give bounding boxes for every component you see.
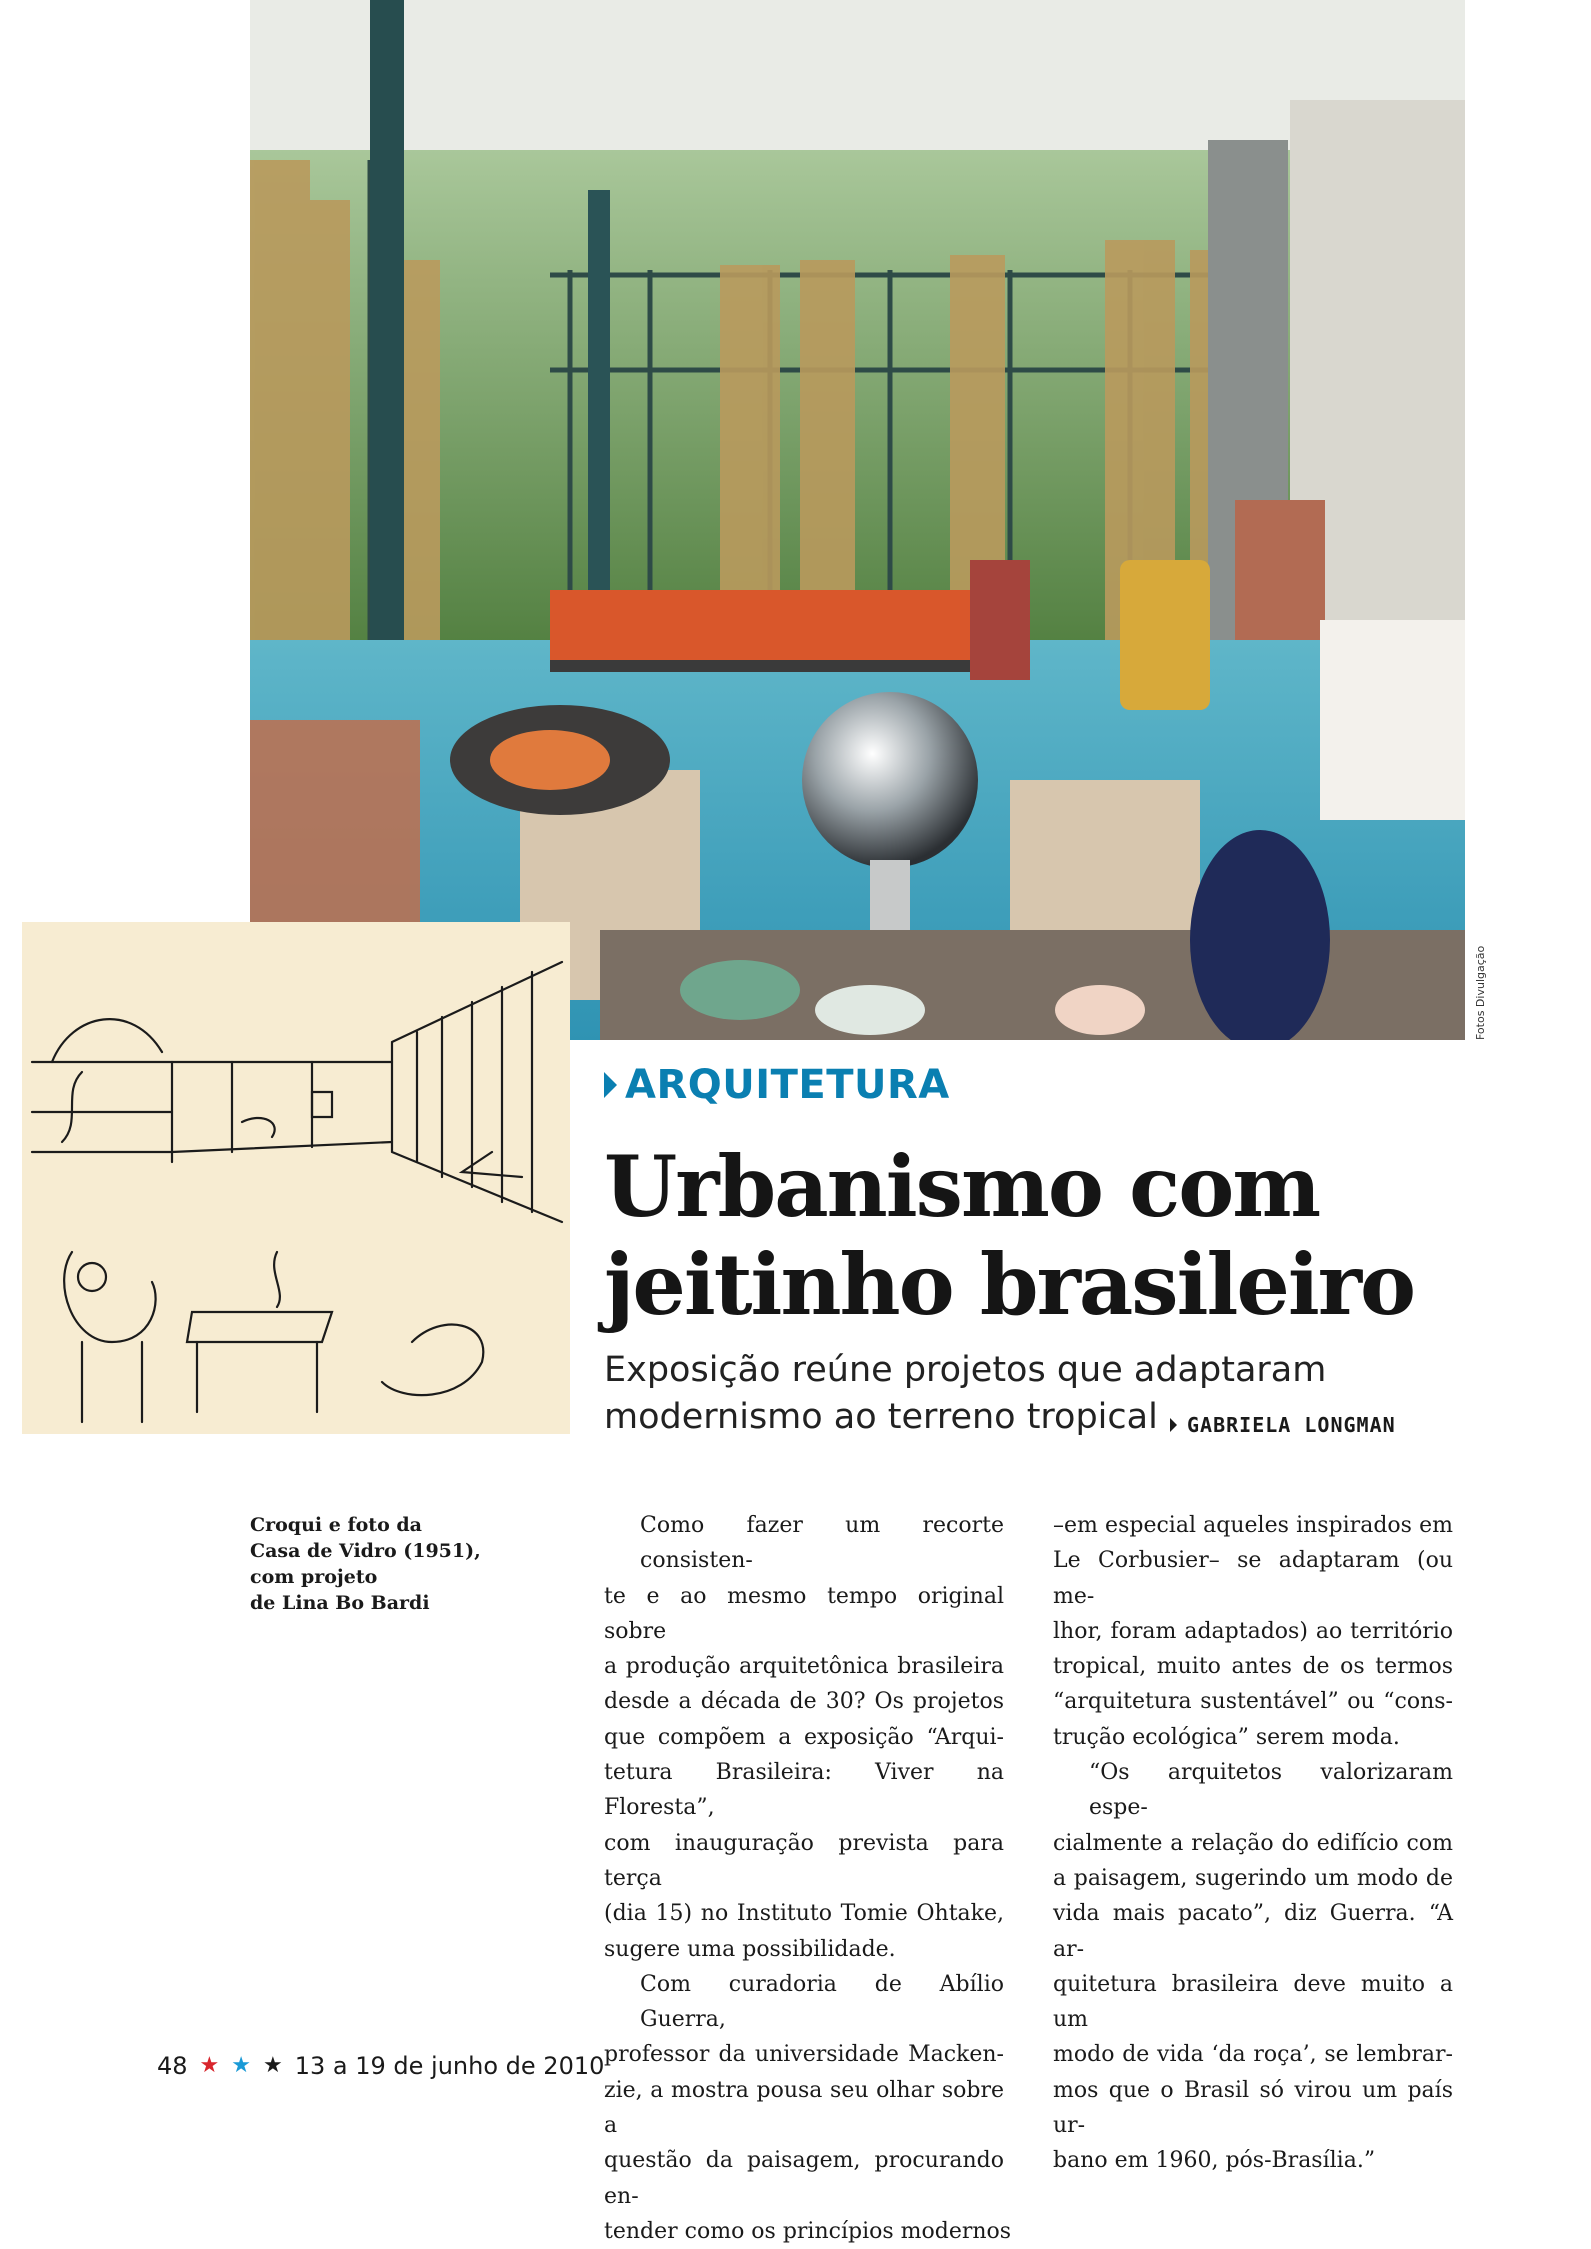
body-line: mos que o Brasil só virou um país ur- [1053,2077,1453,2139]
body-line: modo de vida ‘da roça’, se lembrar- [1053,2042,1453,2068]
hero-photo-illustration [250,0,1465,1040]
body-column-2 [1053,1508,1453,2179]
photo-caption [250,1512,480,1616]
deck-line-2: modernismo ao terreno tropical [604,1397,1158,1437]
sketch-drawing [22,922,570,1434]
body-column-1 [604,1508,1012,2249]
caption-line: de Lina Bo Bardi [250,1592,430,1614]
triangle-arrow-icon [1170,1418,1177,1432]
caption-line: com projeto [250,1566,378,1588]
photo-credit: Fotos Divulgação [1474,945,1487,1040]
body-line: te e ao mesmo tempo original sobre [604,1583,1004,1644]
body-line: questão da paisagem, procurando en- [604,2148,1004,2209]
body-line: “Os arquitetos valorizaram espe- [1089,1760,1453,1821]
body-line: lhor, foram adaptados) ao território [1053,1618,1453,1644]
body-line: zie, a mostra pousa seu olhar sobre a [604,2077,1004,2139]
body-line: com inauguração prevista para terça [604,1830,1004,1891]
star-icon: ★ [199,2053,220,2078]
headline [604,1138,1464,1334]
body-line: Como fazer um recorte consisten- [640,1513,1004,1574]
star-icon: ★ [263,2053,283,2078]
deck-line-1: Exposição reúne projetos que adaptaram [604,1350,1327,1390]
body-line: trução ecológica” serem moda. [1053,1724,1400,1750]
triangle-arrow-icon [604,1072,617,1098]
caption-line: Casa de Vidro (1951), [250,1540,481,1562]
body-line: “arquitetura sustentável” ou “cons- [1053,1689,1453,1715]
sketch-image [22,922,570,1434]
body-line: que compõem a exposição “Arqui- [604,1724,1004,1750]
body-line: cialmente a relação do edifício com [1053,1830,1453,1856]
section-label: ARQUITETURA [625,1062,950,1108]
body-line: (dia 15) no Instituto Tomie Ohtake, [604,1901,1004,1927]
headline-line-1: Urbanismo com [604,1137,1320,1236]
body-line: tropical, muito antes de os termos [1053,1654,1453,1680]
body-line: bano em 1960, pós-Brasília.” [1053,2148,1376,2174]
page-folio [157,2052,604,2080]
byline-author: GABRIELA LONGMAN [1187,1413,1396,1437]
body-line: tender como os princípios modernos [604,2218,1012,2244]
caption-line: Croqui e foto da [250,1514,422,1536]
page-number: 48 [157,2052,188,2080]
byline [1170,1413,1396,1437]
body-line: sugere uma possibilidade. [604,1936,896,1962]
body-line: tetura Brasileira: Viver na Floresta”, [604,1760,1004,1821]
hero-photo [250,0,1465,1040]
issue-date: 13 a 19 de junho de 2010 [294,2052,605,2080]
section-kicker [604,1062,950,1108]
body-line: Com curadoria de Abílio Guerra, [640,1971,1004,2033]
body-line: a paisagem, sugerindo um modo de [1053,1865,1453,1891]
star-icon: ★ [231,2053,252,2078]
body-line: Le Corbusier– se adaptaram (ou me- [1053,1548,1453,1609]
body-line: quitetura brasileira deve muito a um [1053,1971,1453,2033]
headline-line-2: jeitinho brasileiro [604,1235,1415,1334]
body-line: desde a década de 30? Os projetos [604,1689,1004,1715]
body-line: a produção arquitetônica brasileira [604,1654,1004,1680]
body-line: vida mais pacato”, diz Guerra. “A ar- [1053,1901,1453,1962]
body-line: –em especial aqueles inspirados em [1053,1513,1453,1538]
body-line: professor da universidade Macken- [604,2042,1004,2068]
